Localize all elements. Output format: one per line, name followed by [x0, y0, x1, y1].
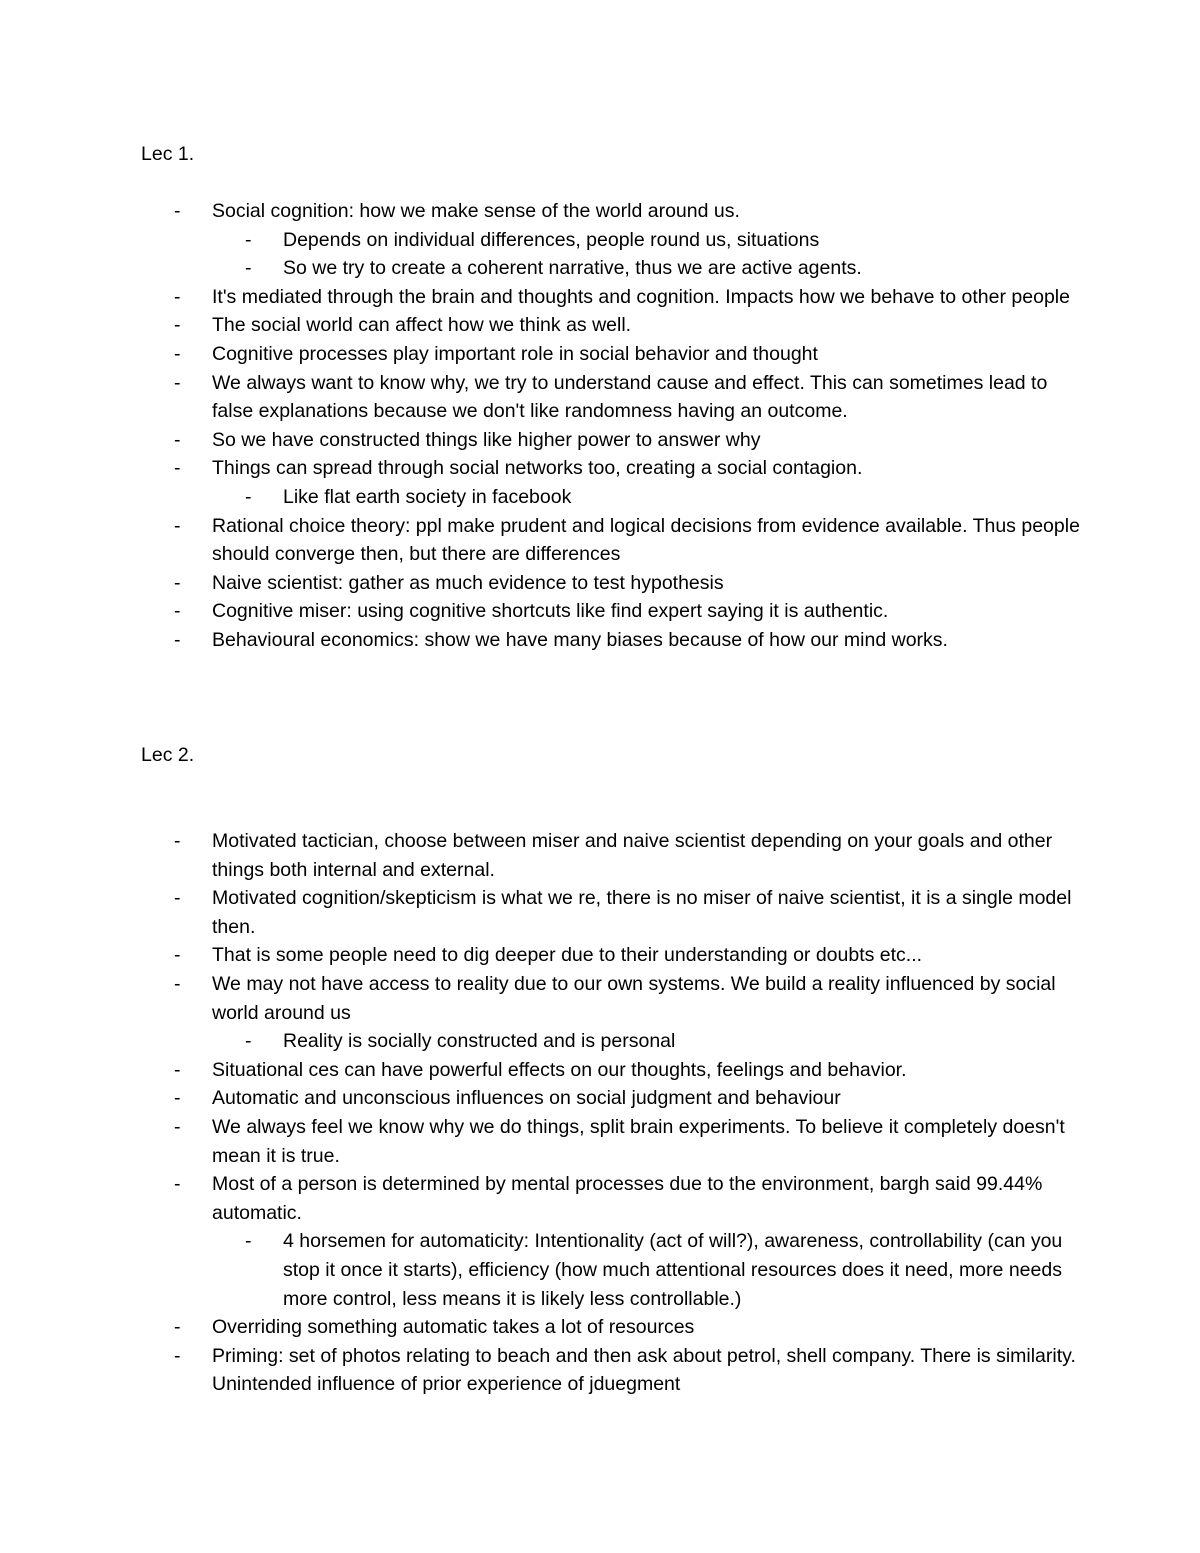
bullet-dash: - — [174, 628, 181, 651]
sub-bullet-item — [141, 1227, 1081, 1313]
lecture-2-heading: Lec 2. — [141, 744, 195, 766]
spacer — [141, 169, 1081, 197]
bullet-text: Social cognition: how we make sense of the world around us. — [212, 200, 740, 222]
bullet-text: Behavioural economics: show we have many biases because of how our mind works. — [212, 628, 948, 651]
bullet-item — [141, 1170, 1081, 1227]
bullet-text: Rational choice theory: ppl make prudent and logical decisions from evidence available. Thus people should converge then, but there are differences — [212, 514, 1080, 566]
bullet-dash: - — [245, 485, 252, 508]
lecture-1-section — [141, 140, 1081, 655]
bullet-text: Cognitive processes play important role in social behavior and thought — [212, 342, 818, 365]
bullet-dash: - — [174, 371, 181, 394]
sub-bullet-item — [141, 1027, 1081, 1056]
bullet-item — [141, 340, 1081, 369]
bullet-text: Reality is socially constructed and is personal — [283, 1030, 676, 1053]
bullet-item — [141, 512, 1081, 569]
bullet-item — [141, 369, 1081, 426]
bullet-item — [141, 626, 1081, 655]
sub-bullet-item — [141, 254, 1081, 283]
bullet-text: We always feel we know why we do things, split brain experiments. To believe it completely doesn't mean it is true. — [212, 1115, 1065, 1167]
bullet-dash: - — [245, 257, 252, 280]
bullet-item — [141, 884, 1081, 941]
bullet-text: Motivated cognition/skepticism is what we re, there is no miser of naive scientist, it is a single model then. — [212, 887, 1072, 938]
bullet-dash: - — [174, 200, 181, 222]
bullet-text: Depends on individual differences, people round us, situations — [283, 228, 820, 251]
bullet-item — [141, 426, 1081, 455]
bullet-dash: - — [174, 285, 181, 308]
bullet-item — [141, 597, 1081, 626]
sub-bullet-item — [141, 483, 1081, 512]
bullet-dash: - — [174, 514, 181, 537]
bullet-dash: - — [174, 1058, 181, 1081]
bullet-item — [141, 1056, 1081, 1085]
bullet-text: Things can spread through social networks too, creating a social contagion. — [212, 457, 863, 480]
bullet-text: We always want to know why, we try to understand cause and effect. This can sometimes lead to false explanations because we don't like randomness having an outcome. — [212, 371, 1048, 423]
bullet-dash: - — [174, 457, 181, 480]
bullet-text: The social world can affect how we think as well. — [212, 314, 632, 337]
lecture-2-section — [141, 741, 1081, 1399]
bullet-text: Motivated tactician, choose between miser and naive scientist depending on your goals and other things both internal and external. — [212, 830, 1053, 881]
bullet-item — [141, 941, 1081, 970]
bullet-dash: - — [245, 228, 252, 251]
bullet-dash: - — [174, 1173, 181, 1196]
bullet-dash: - — [245, 1030, 252, 1053]
bullet-text: Like flat earth society in facebook — [283, 485, 572, 508]
bullet-dash: - — [174, 1115, 181, 1138]
bullet-text: Situational ces can have powerful effects on our thoughts, feelings and behavior. — [212, 1058, 907, 1081]
bullet-text: 4 horsemen for automaticity: Intentionality (act of will?), awareness, controllability (can you stop it once it starts), efficiency (how much attentional resources does it need, more needs more control, less means it is likely less controllable.) — [283, 1230, 1063, 1310]
bullet-text: Most of a person is determined by mental processes due to the environment, bargh said 99.44% automatic. — [212, 1173, 1043, 1224]
bullet-dash: - — [174, 1087, 181, 1110]
bullet-text: That is some people need to dig deeper due to their understanding or doubts etc... — [212, 944, 923, 967]
bullet-dash: - — [174, 342, 181, 365]
bullet-text: Overriding something automatic takes a lot of resources — [212, 1316, 695, 1339]
bullet-dash: - — [174, 571, 181, 594]
bullet-dash: - — [174, 830, 181, 852]
bullet-dash: - — [174, 428, 181, 451]
bullet-dash: - — [174, 314, 181, 337]
bullet-dash: - — [174, 1316, 181, 1339]
bullet-text: We may not have access to reality due to our own systems. We build a reality influenced by social world around us — [212, 972, 1056, 1024]
bullet-item — [141, 1342, 1081, 1399]
bullet-item — [141, 569, 1081, 598]
bullet-dash: - — [174, 972, 181, 995]
bullet-text: Priming: set of photos relating to beach and then ask about petrol, shell company. There is similarity. Unintended influence of prior experience of jduegment — [212, 1344, 1076, 1396]
bullet-dash: - — [174, 600, 181, 623]
bullet-text: It's mediated through the brain and thoughts and cognition. Impacts how we behave to other people — [212, 285, 1070, 308]
bullet-dash: - — [174, 887, 181, 910]
bullet-dash: - — [174, 944, 181, 967]
sub-bullet-item — [141, 226, 1081, 255]
lecture-1-heading: Lec 1. — [141, 143, 195, 165]
bullet-dash: - — [174, 1344, 181, 1367]
lecture-1-notes-list — [141, 197, 1081, 655]
lecture-2-notes-list — [141, 827, 1081, 1399]
bullet-text: Naive scientist: gather as much evidence to test hypothesis — [212, 571, 724, 594]
bullet-item — [141, 1113, 1081, 1170]
spacer — [141, 770, 1081, 827]
bullet-item — [141, 1084, 1081, 1113]
bullet-dash: - — [245, 1230, 252, 1253]
bullet-item — [141, 311, 1081, 340]
bullet-item — [141, 283, 1081, 312]
bullet-item — [141, 970, 1081, 1027]
bullet-text: So we try to create a coherent narrative, thus we are active agents. — [283, 257, 862, 280]
bullet-item — [141, 1313, 1081, 1342]
bullet-item — [141, 197, 1081, 226]
bullet-item — [141, 454, 1081, 483]
bullet-text: So we have constructed things like higher power to answer why — [212, 428, 761, 451]
bullet-item — [141, 827, 1081, 884]
bullet-text: Automatic and unconscious influences on social judgment and behaviour — [212, 1087, 841, 1110]
bullet-text: Cognitive miser: using cognitive shortcuts like find expert saying it is authentic. — [212, 600, 889, 623]
